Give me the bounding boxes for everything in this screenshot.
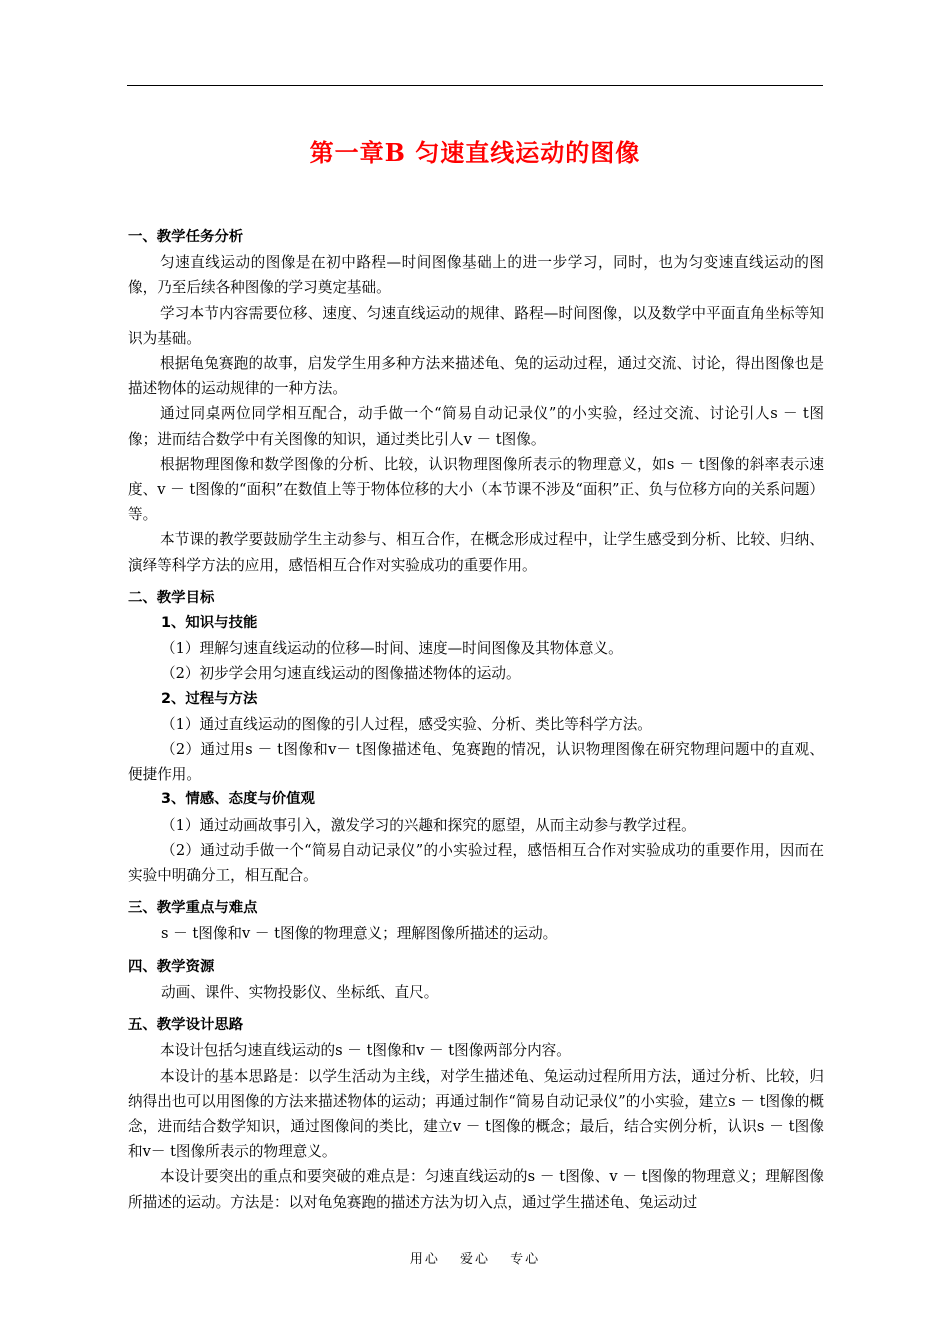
section-heading-design: 五、教学设计思路 (128, 1017, 244, 1034)
header-rule (127, 85, 823, 86)
paragraph: 学习本节内容需要位移、速度、匀速直线运动的规律、路程—时间图像，以及数学中平面直角坐标等知识为基础。 (128, 304, 824, 347)
paragraph: 本设计要突出的重点和要突破的难点是：匀速直线运动的s － t图像、v － t图像的物理意义；理解图像所描述的运动。方法是：以对龟兔赛跑的描述方法为切入点，通过学生描述龟、兔运动过 (128, 1168, 824, 1211)
list-item: （2）初步学会用匀速直线运动的图像描述物体的运动。 (161, 665, 521, 683)
paragraph: 本设计的基本思路是：以学生活动为主线，对学生描述龟、兔运动过程所用方法，通过分析、比较，归纳得出也可以用图像的方法来描述物体的运动；再通过制作“简易自动记录仪”的小实验，建立s － t图像的概念，进而结合数学知识，通过图像间的类比，建立v － t图像的概念；最后，结合实例分析，认识s － t图像和v－ t图像所表示的物理意义。 (128, 1067, 824, 1161)
section-heading-objectives: 二、教学目标 (128, 589, 215, 606)
section-heading-key-points: 三、教学重点与难点 (128, 900, 258, 917)
text-line: 动画、课件、实物投影仪、坐标纸、直尺。 (161, 983, 439, 1001)
list-item: （1）通过直线运动的图像的引人过程，感受实验、分析、类比等科学方法。 (161, 715, 652, 733)
paragraph: 本设计包括匀速直线运动的s － t图像和v － t图像两部分内容。 (160, 1042, 571, 1060)
section-heading-task-analysis: 一、教学任务分析 (128, 229, 244, 245)
paragraph: 通过同桌两位同学相互配合，动手做一个“简易自动记录仪”的小实验，经过交流、讨论引人s － t图像；进而结合数学中有关图像的知识，通过类比引人v － t图像。 (128, 405, 824, 448)
paragraph: 匀速直线运动的图像是在初中路程—时间图像基础上的进一步学习，同时，也为匀变速直线运动的图像，乃至后续各种图像的学习奠定基础。 (128, 254, 824, 297)
page-title: 第一章B 匀速直线运动的图像 (309, 138, 641, 167)
list-item: （1）通过动画故事引入，激发学习的兴趣和探究的愿望，从而主动参与教学过程。 (161, 816, 696, 834)
paragraph: 根据物理图像和数学图像的分析、比较，认识物理图像所表示的物理意义，如s － t图像的斜率表示速度、v － t图像的“面积”在数值上等于物体位移的大小（本节课不涉及“面积”正、负与位移方向的关系问题）等。 (128, 455, 824, 524)
paragraph: 本节课的教学要鼓励学生主动参与、相互合作，在概念形成过程中，让学生感受到分析、比较、归纳、演绎等科学方法的应用，感悟相互合作对实验成功的重要作用。 (128, 531, 824, 574)
list-item: （1）理解匀速直线运动的位移—时间、速度—时间图像及其物体意义。 (161, 640, 623, 658)
page-footer: 用心 爱心 专心 (409, 1252, 541, 1267)
text-line: s － t图像和v － t图像的物理意义；理解图像所描述的运动。 (161, 925, 558, 943)
subsection-heading: 3、情感、态度与价值观 (161, 791, 315, 808)
section-heading-resources: 四、教学资源 (128, 958, 215, 975)
document-body (128, 225, 824, 1215)
paragraph: 根据龟兔赛跑的故事，启发学生用多种方法来描述龟、兔的运动过程，通过交流、讨论，得出图像也是描述物体的运动规律的一种方法。 (128, 355, 824, 398)
list-item: （2）通过动手做一个“简易自动记录仪”的小实验过程，感悟相互合作对实验成功的重要作用，因而在实验中明确分工，相互配合。 (128, 841, 824, 885)
list-item: （2）通过用s － t图像和v－ t图像描述龟、兔赛跑的情况，认识物理图像在研究物理问题中的直观、便捷作用。 (128, 741, 824, 784)
subsection-heading: 2、过程与方法 (161, 690, 258, 707)
subsection-heading: 1、知识与技能 (161, 615, 258, 632)
